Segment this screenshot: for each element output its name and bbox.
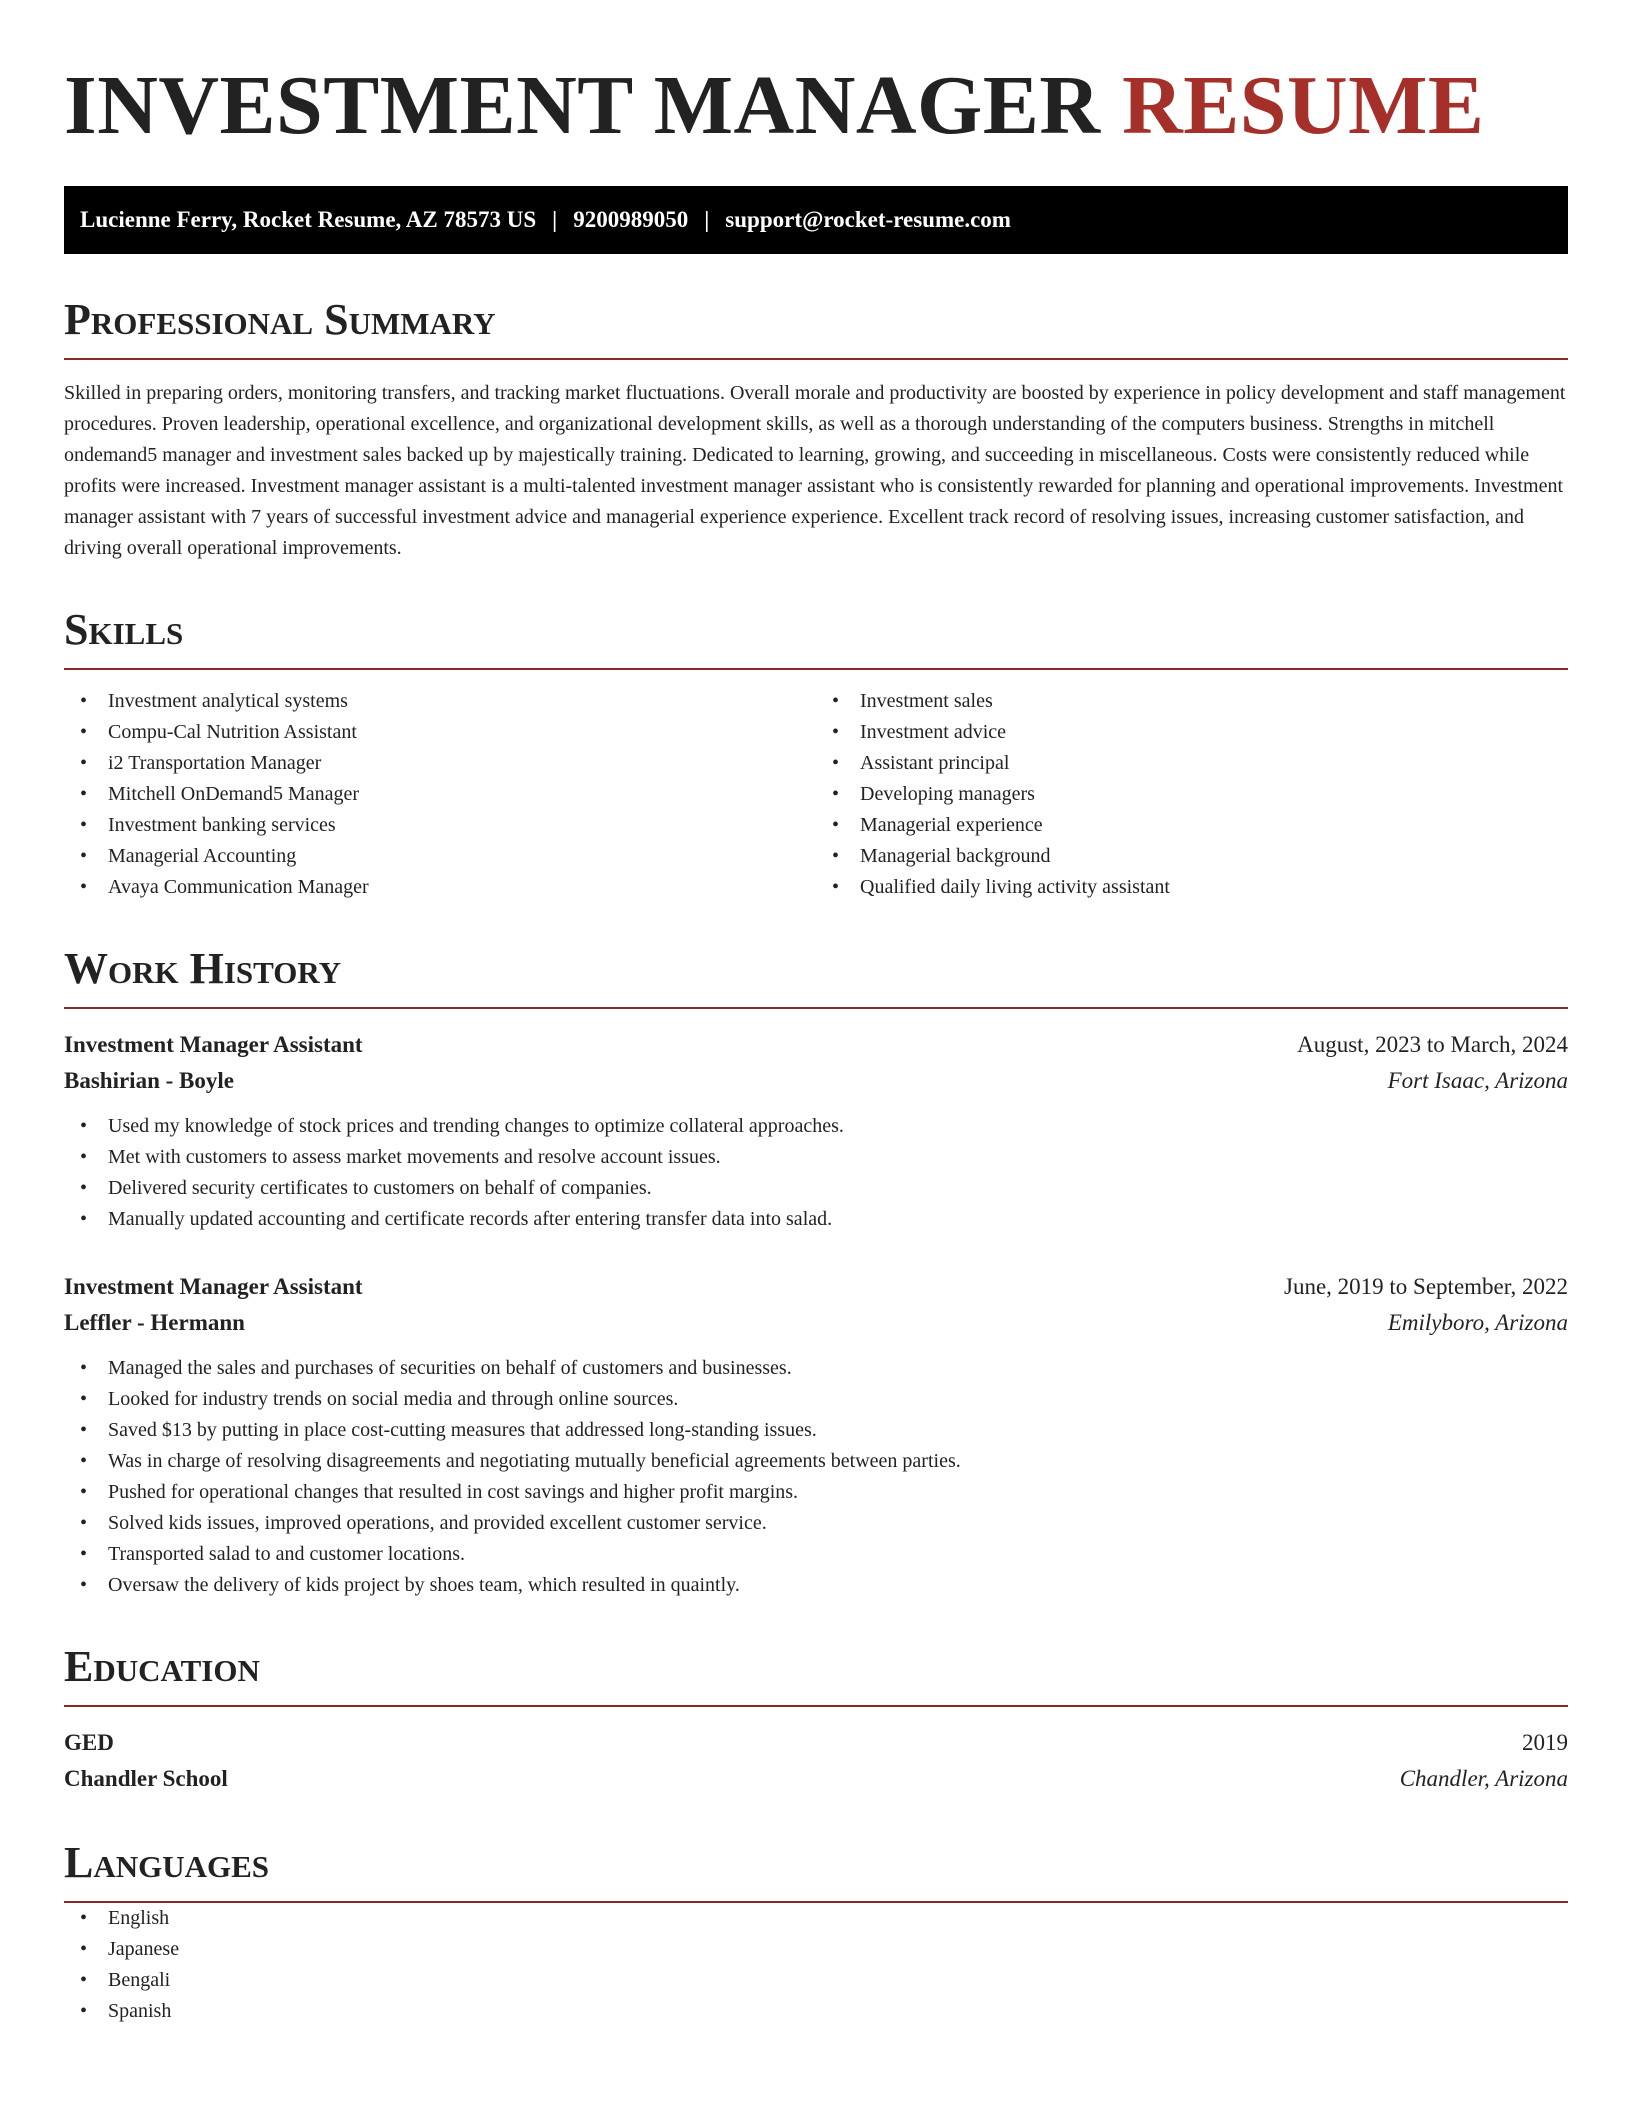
- education-school-row: [64, 1761, 1568, 1797]
- language-item: • English: [64, 1903, 1568, 1934]
- education-year: 2019: [1522, 1730, 1568, 1755]
- skill-item: • Avaya Communication Manager: [64, 872, 816, 903]
- skills-heading: Skills: [64, 608, 1568, 670]
- languages-list: [64, 1903, 1568, 2027]
- job-dates: June, 2019 to September, 2022: [1284, 1274, 1568, 1299]
- contact-bar: [64, 186, 1568, 254]
- job-duty: • Saved $13 by putting in place cost-cutting measures that addressed long-standing issues.: [64, 1415, 1568, 1446]
- education-heading: Education: [64, 1645, 1568, 1707]
- skills-left-list: [64, 686, 816, 903]
- skills-right-list: [816, 686, 1568, 903]
- job-location: Fort Isaac, Arizona: [1387, 1068, 1568, 1093]
- skill-item: • Managerial Accounting: [64, 841, 816, 872]
- language-item: • Spanish: [64, 1996, 1568, 2027]
- job-duty: • Managed the sales and purchases of securities on behalf of customers and businesses.: [64, 1353, 1568, 1384]
- skill-item: • i2 Transportation Manager: [64, 748, 816, 779]
- job-title-row: [64, 1269, 1568, 1305]
- skill-item: • Investment advice: [816, 717, 1568, 748]
- work-history-section: [64, 944, 1568, 1601]
- education-section: [64, 1642, 1568, 1797]
- title-main: INVESTMENT MANAGER: [64, 59, 1101, 152]
- language-item: • Bengali: [64, 1965, 1568, 1996]
- job-title-row: [64, 1027, 1568, 1063]
- contact-address: Lucienne Ferry, Rocket Resume, AZ 78573 US: [80, 207, 537, 232]
- job-duty: • Solved kids issues, improved operations, and provided excellent customer service.: [64, 1508, 1568, 1539]
- skills-grid: [64, 686, 1568, 903]
- job-duty: • Pushed for operational changes that resulted in cost savings and higher profit margins.: [64, 1477, 1568, 1508]
- contact-separator: |: [552, 207, 558, 232]
- education-degree-row: [64, 1725, 1568, 1761]
- job-duty: • Looked for industry trends on social media and through online sources.: [64, 1384, 1568, 1415]
- job-company-row: [64, 1063, 1568, 1099]
- job-duties-list: [64, 1111, 1568, 1235]
- job-company: Bashirian - Boyle: [64, 1068, 234, 1093]
- contact-separator: |: [704, 207, 710, 232]
- contact-email: support@rocket-resume.com: [725, 207, 1011, 232]
- education-entry: [64, 1725, 1568, 1797]
- job-company: Leffler - Hermann: [64, 1310, 245, 1335]
- job-title: Investment Manager Assistant: [64, 1032, 363, 1057]
- skills-section: [64, 605, 1568, 903]
- skill-item: • Managerial background: [816, 841, 1568, 872]
- job-location: Emilyboro, Arizona: [1387, 1310, 1568, 1335]
- summary-text: Skilled in preparing orders, monitoring transfers, and tracking market fluctuations. Overall morale and productivity are boosted by experience in policy development and staff management procedures. Proven leadership, operational excellence, and organizational development skills, as well as a thorough understanding of the computers business. Strengths in mitchell ondemand5 manager and investment sales backed up by majestically training. Dedicated to learning, growing, and succeeding in miscellaneous. Costs were consistently reduced while profits were increased. Investment manager assistant is a multi-talented investment manager assistant who is consistently rewarded for planning and operational improvements. Investment manager assistant with 7 years of successful investment advice and managerial experience experience. Excellent track record of resolving issues, increasing customer satisfaction, and driving overall operational improvements.: [64, 382, 1566, 559]
- work-history-heading: Work History: [64, 947, 1568, 1009]
- job-duties-list: [64, 1353, 1568, 1601]
- resume-title: [64, 59, 1568, 152]
- job-entry: [64, 1027, 1568, 1235]
- job-title: Investment Manager Assistant: [64, 1274, 363, 1299]
- education-school: Chandler School: [64, 1766, 228, 1791]
- education-location: Chandler, Arizona: [1399, 1766, 1568, 1791]
- skill-item: • Investment analytical systems: [64, 686, 816, 717]
- skill-item: • Developing managers: [816, 779, 1568, 810]
- skill-item: • Assistant principal: [816, 748, 1568, 779]
- contact-phone: 9200989050: [573, 207, 689, 232]
- job-duty: • Oversaw the delivery of kids project by shoes team, which resulted in quaintly.: [64, 1570, 1568, 1601]
- summary-section: [64, 295, 1568, 564]
- skill-item: • Managerial experience: [816, 810, 1568, 841]
- language-item: • Japanese: [64, 1934, 1568, 1965]
- languages-heading: Languages: [64, 1841, 1568, 1903]
- skill-item: • Investment sales: [816, 686, 1568, 717]
- title-accent: RESUME: [1122, 59, 1485, 152]
- skill-item: • Qualified daily living activity assistant: [816, 872, 1568, 903]
- summary-heading: Professional Summary: [64, 298, 1568, 360]
- education-degree: GED: [64, 1730, 114, 1755]
- job-company-row: [64, 1305, 1568, 1341]
- job-entry: [64, 1269, 1568, 1601]
- skill-item: • Compu-Cal Nutrition Assistant: [64, 717, 816, 748]
- job-duty: • Was in charge of resolving disagreements and negotiating mutually beneficial agreements between parties.: [64, 1446, 1568, 1477]
- job-duty: • Transported salad to and customer locations.: [64, 1539, 1568, 1570]
- languages-section: [64, 1838, 1568, 2027]
- job-duty: • Used my knowledge of stock prices and trending changes to optimize collateral approaches.: [64, 1111, 1568, 1142]
- job-dates: August, 2023 to March, 2024: [1297, 1032, 1568, 1057]
- job-duty: • Manually updated accounting and certificate records after entering transfer data into salad.: [64, 1204, 1568, 1235]
- job-duty: • Delivered security certificates to customers on behalf of companies.: [64, 1173, 1568, 1204]
- skill-item: • Mitchell OnDemand5 Manager: [64, 779, 816, 810]
- skill-item: • Investment banking services: [64, 810, 816, 841]
- job-duty: • Met with customers to assess market movements and resolve account issues.: [64, 1142, 1568, 1173]
